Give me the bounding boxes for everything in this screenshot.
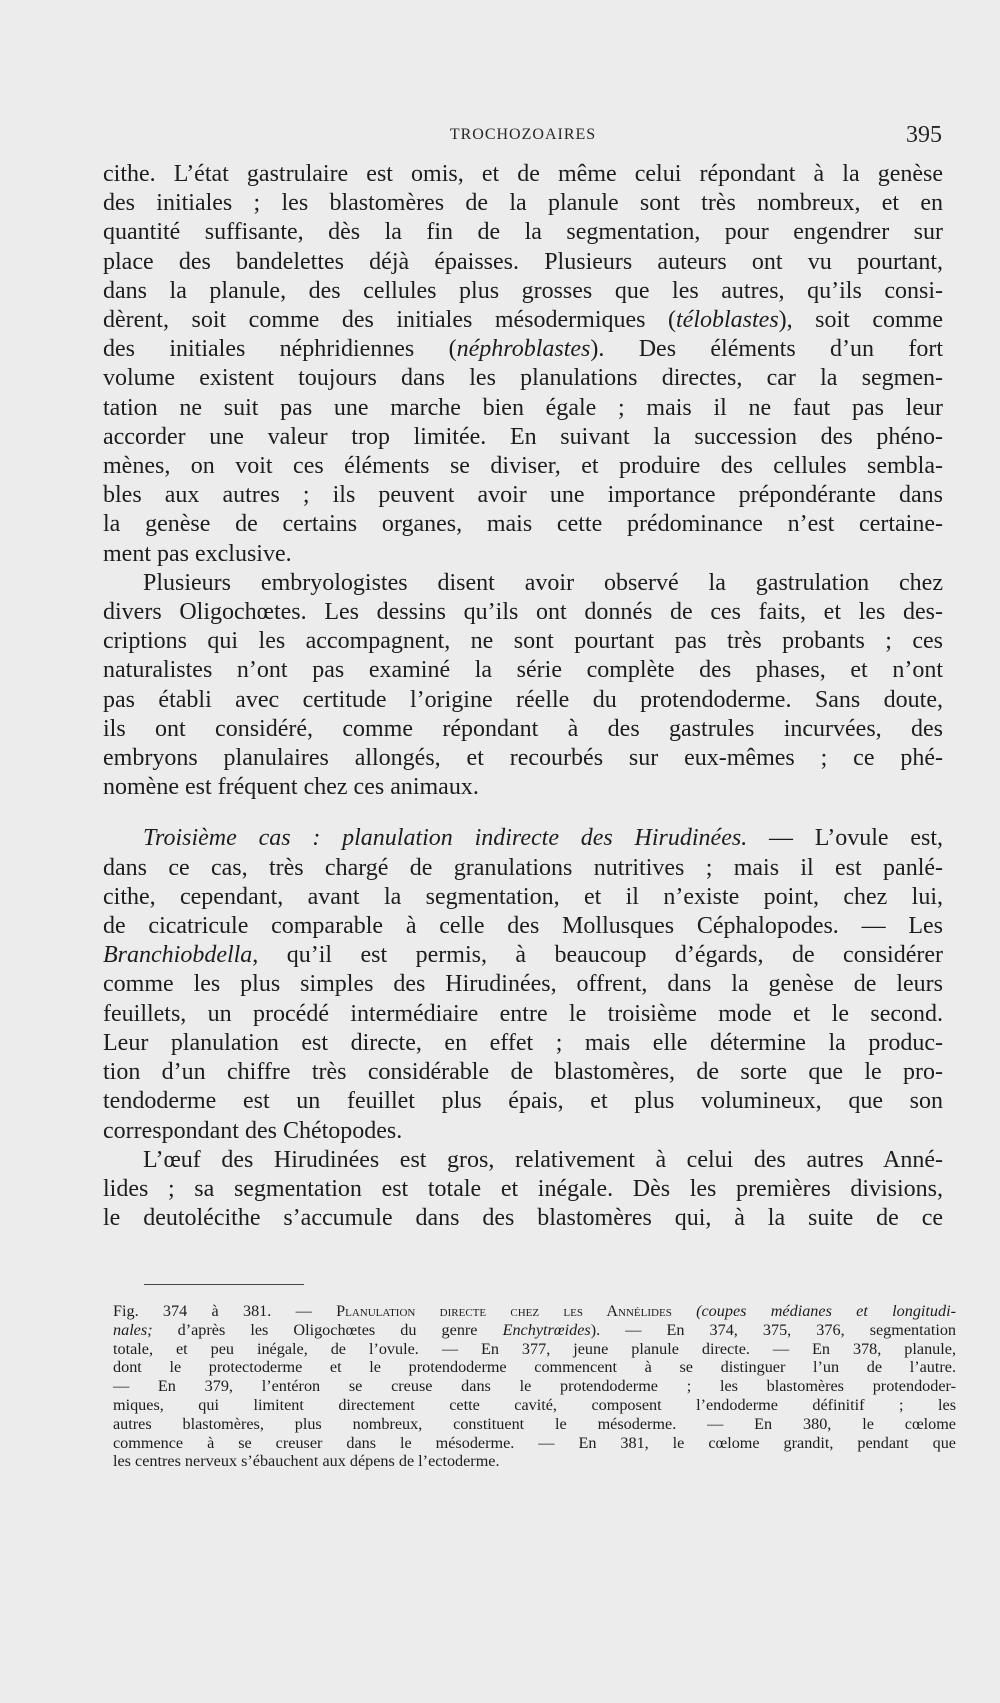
- text-line: ils ont considéré, comme répondant à des gastrules incurvées, des: [103, 715, 943, 742]
- text-run: des initiales néphridiennes (: [103, 336, 457, 363]
- text-line: lides ; sa segmentation est totale et inégale. Dès les premières divisions,: [103, 1175, 943, 1202]
- figure-caption: [113, 1302, 956, 1471]
- text-line: Leur planulation est directe, en effet ; mais elle détermine la produc-: [103, 1029, 943, 1056]
- caption-line: [113, 1302, 956, 1321]
- text-line: criptions qui les accompagnent, ne sont pourtant pas très probants ; ces: [103, 628, 943, 655]
- text-line: naturalistes n’ont pas examiné la série complète des phases, et n’ont: [103, 657, 943, 684]
- text-line: tation ne suit pas une marche bien égale ; mais il ne faut pas leur: [103, 394, 943, 421]
- section-heading: Troisième cas : planulation indirecte des Hirudinées.: [143, 825, 748, 852]
- text-line: la genèse de certains organes, mais cette prédominance n’est certaine-: [103, 511, 943, 538]
- caption-italic: (coupes médianes et longitudi-: [696, 1302, 956, 1320]
- text-line: embryons planulaires allongés, et recourbés sur eux-mêmes ; ce phé-: [103, 745, 943, 772]
- text-run: d’après les Oligochœtes du genre: [152, 1320, 503, 1339]
- body-text: [103, 160, 943, 1233]
- text-line: cithe, cependant, avant la segmentation, et il n’existe point, chez lui,: [103, 883, 943, 910]
- caption-line: miques, qui limitent directement cette cavité, composent l’endoderme définitif ; les: [113, 1395, 956, 1414]
- text-line: [103, 941, 943, 970]
- caption-title: Planulation directe chez les Annélides: [336, 1302, 672, 1320]
- caption-line: commence à se creuser dans le mésoderme. — En 381, le cœlome grandit, pendant que: [113, 1433, 956, 1452]
- text-line: tion d’un chiffre très considérable de blastomères, de sorte que le pro-: [103, 1059, 943, 1086]
- text-line: [103, 306, 943, 335]
- text-run: dèrent, soit comme des initiales mésodermiques (: [103, 307, 676, 334]
- caption-italic: nales;: [113, 1320, 153, 1339]
- caption-line: dont le protectoderme et le protendoderme commencent à se distinguer l’un de l’autre.: [113, 1358, 956, 1377]
- caption-line: les centres nerveux s’ébauchent aux dépens de l’ectoderme.: [113, 1452, 500, 1471]
- text-run: — L’ovule est,: [747, 825, 944, 852]
- text-line: place des bandelettes déjà épaisses. Plusieurs auteurs ont vu pourtant,: [103, 248, 943, 275]
- text-line: Plusieurs embryologistes disent avoir observé la gastrulation chez: [143, 569, 943, 596]
- text-line: mènes, on voit ces éléments se diviser, et produire des cellules sembla-: [103, 453, 943, 480]
- text-line: dans ce cas, très chargé de granulations nutritives ; mais il est panlé-: [103, 854, 943, 881]
- text-line: correspondant des Chétopodes.: [103, 1117, 403, 1144]
- term-nephroblastes: néphroblastes: [456, 336, 591, 363]
- section-gap: [103, 802, 943, 824]
- text-line: dans la planule, des cellules plus grosses que les autres, qu’ils consi-: [103, 277, 943, 304]
- text-line: accorder une valeur trop limitée. En suivant la succession des phéno-: [103, 423, 943, 450]
- text-line: tendoderme est un feuillet plus épais, et plus volumineux, que son: [103, 1088, 943, 1115]
- text-line: quantité suffisante, dès la fin de la segmentation, pour engendrer sur: [103, 219, 943, 246]
- text-line: bles aux autres ; ils peuvent avoir une importance prépondérante dans: [103, 482, 943, 509]
- genus-branchiobdella: Branchiobdella,: [103, 942, 259, 969]
- text-line: divers Oligochœtes. Les dessins qu’ils ont donnés de ces faits, et les des-: [103, 599, 943, 626]
- caption-line: totale, et peu inégale, de l’ovule. — En 377, jeune planule directe. — En 378, planule,: [113, 1339, 956, 1358]
- page-number: 395: [906, 122, 942, 148]
- text-line: [103, 824, 943, 853]
- text-line: volume existent toujours dans les planulations directes, car la segmen-: [103, 365, 943, 392]
- caption-line: [113, 1321, 956, 1340]
- caption-line: — En 379, l’entéron se creuse dans le protendoderme ; les blastomères protendoder-: [113, 1377, 956, 1396]
- text-line: comme les plus simples des Hirudinées, offrent, dans la genèse de leurs: [103, 971, 943, 998]
- text-line: de cicatricule comparable à celle des Mollusques Céphalopodes. — Les: [103, 913, 943, 940]
- text-line: pas établi avec certitude l’origine réelle du protendoderme. Sans doute,: [103, 686, 943, 713]
- term-teloblastes: téloblastes: [676, 307, 779, 334]
- running-title: TROCHOZOAIRES: [449, 126, 597, 143]
- caption-lead: Fig. 374 à 381. —: [113, 1302, 337, 1320]
- text-run: ). — En 374, 375, 376, segmentation: [590, 1320, 957, 1339]
- footnote-rule: [144, 1284, 304, 1285]
- text-line: [103, 335, 943, 364]
- text-line: cithe. L’état gastrulaire est omis, et de même celui répondant à la genèse: [103, 161, 943, 187]
- text-line: nomène est fréquent chez ces animaux.: [103, 774, 479, 801]
- text-run: qu’il est permis, à beaucoup d’égards, de considérer: [258, 942, 943, 969]
- text-line: le deutolécithe s’accumule dans des blastomères qui, à la suite de ce: [103, 1205, 943, 1232]
- running-head: [104, 122, 942, 148]
- text-line: L’œuf des Hirudinées est gros, relativement à celui des autres Anné-: [143, 1146, 943, 1173]
- text-line: feuillets, un procédé intermédiaire entre le troisième mode et le second.: [103, 1000, 943, 1027]
- caption-line: autres blastomères, plus nombreux, constituent le mésoderme. — En 380, le cœlome: [113, 1414, 956, 1433]
- text-run: ). Des éléments d’un fort: [590, 336, 944, 363]
- text-line: ment pas exclusive.: [103, 540, 292, 567]
- caption-genus: Enchytrœides: [502, 1320, 591, 1339]
- text-line: des initiales ; les blastomères de la planule sont très nombreux, et en: [103, 190, 943, 217]
- text-run: ), soit comme: [778, 307, 943, 334]
